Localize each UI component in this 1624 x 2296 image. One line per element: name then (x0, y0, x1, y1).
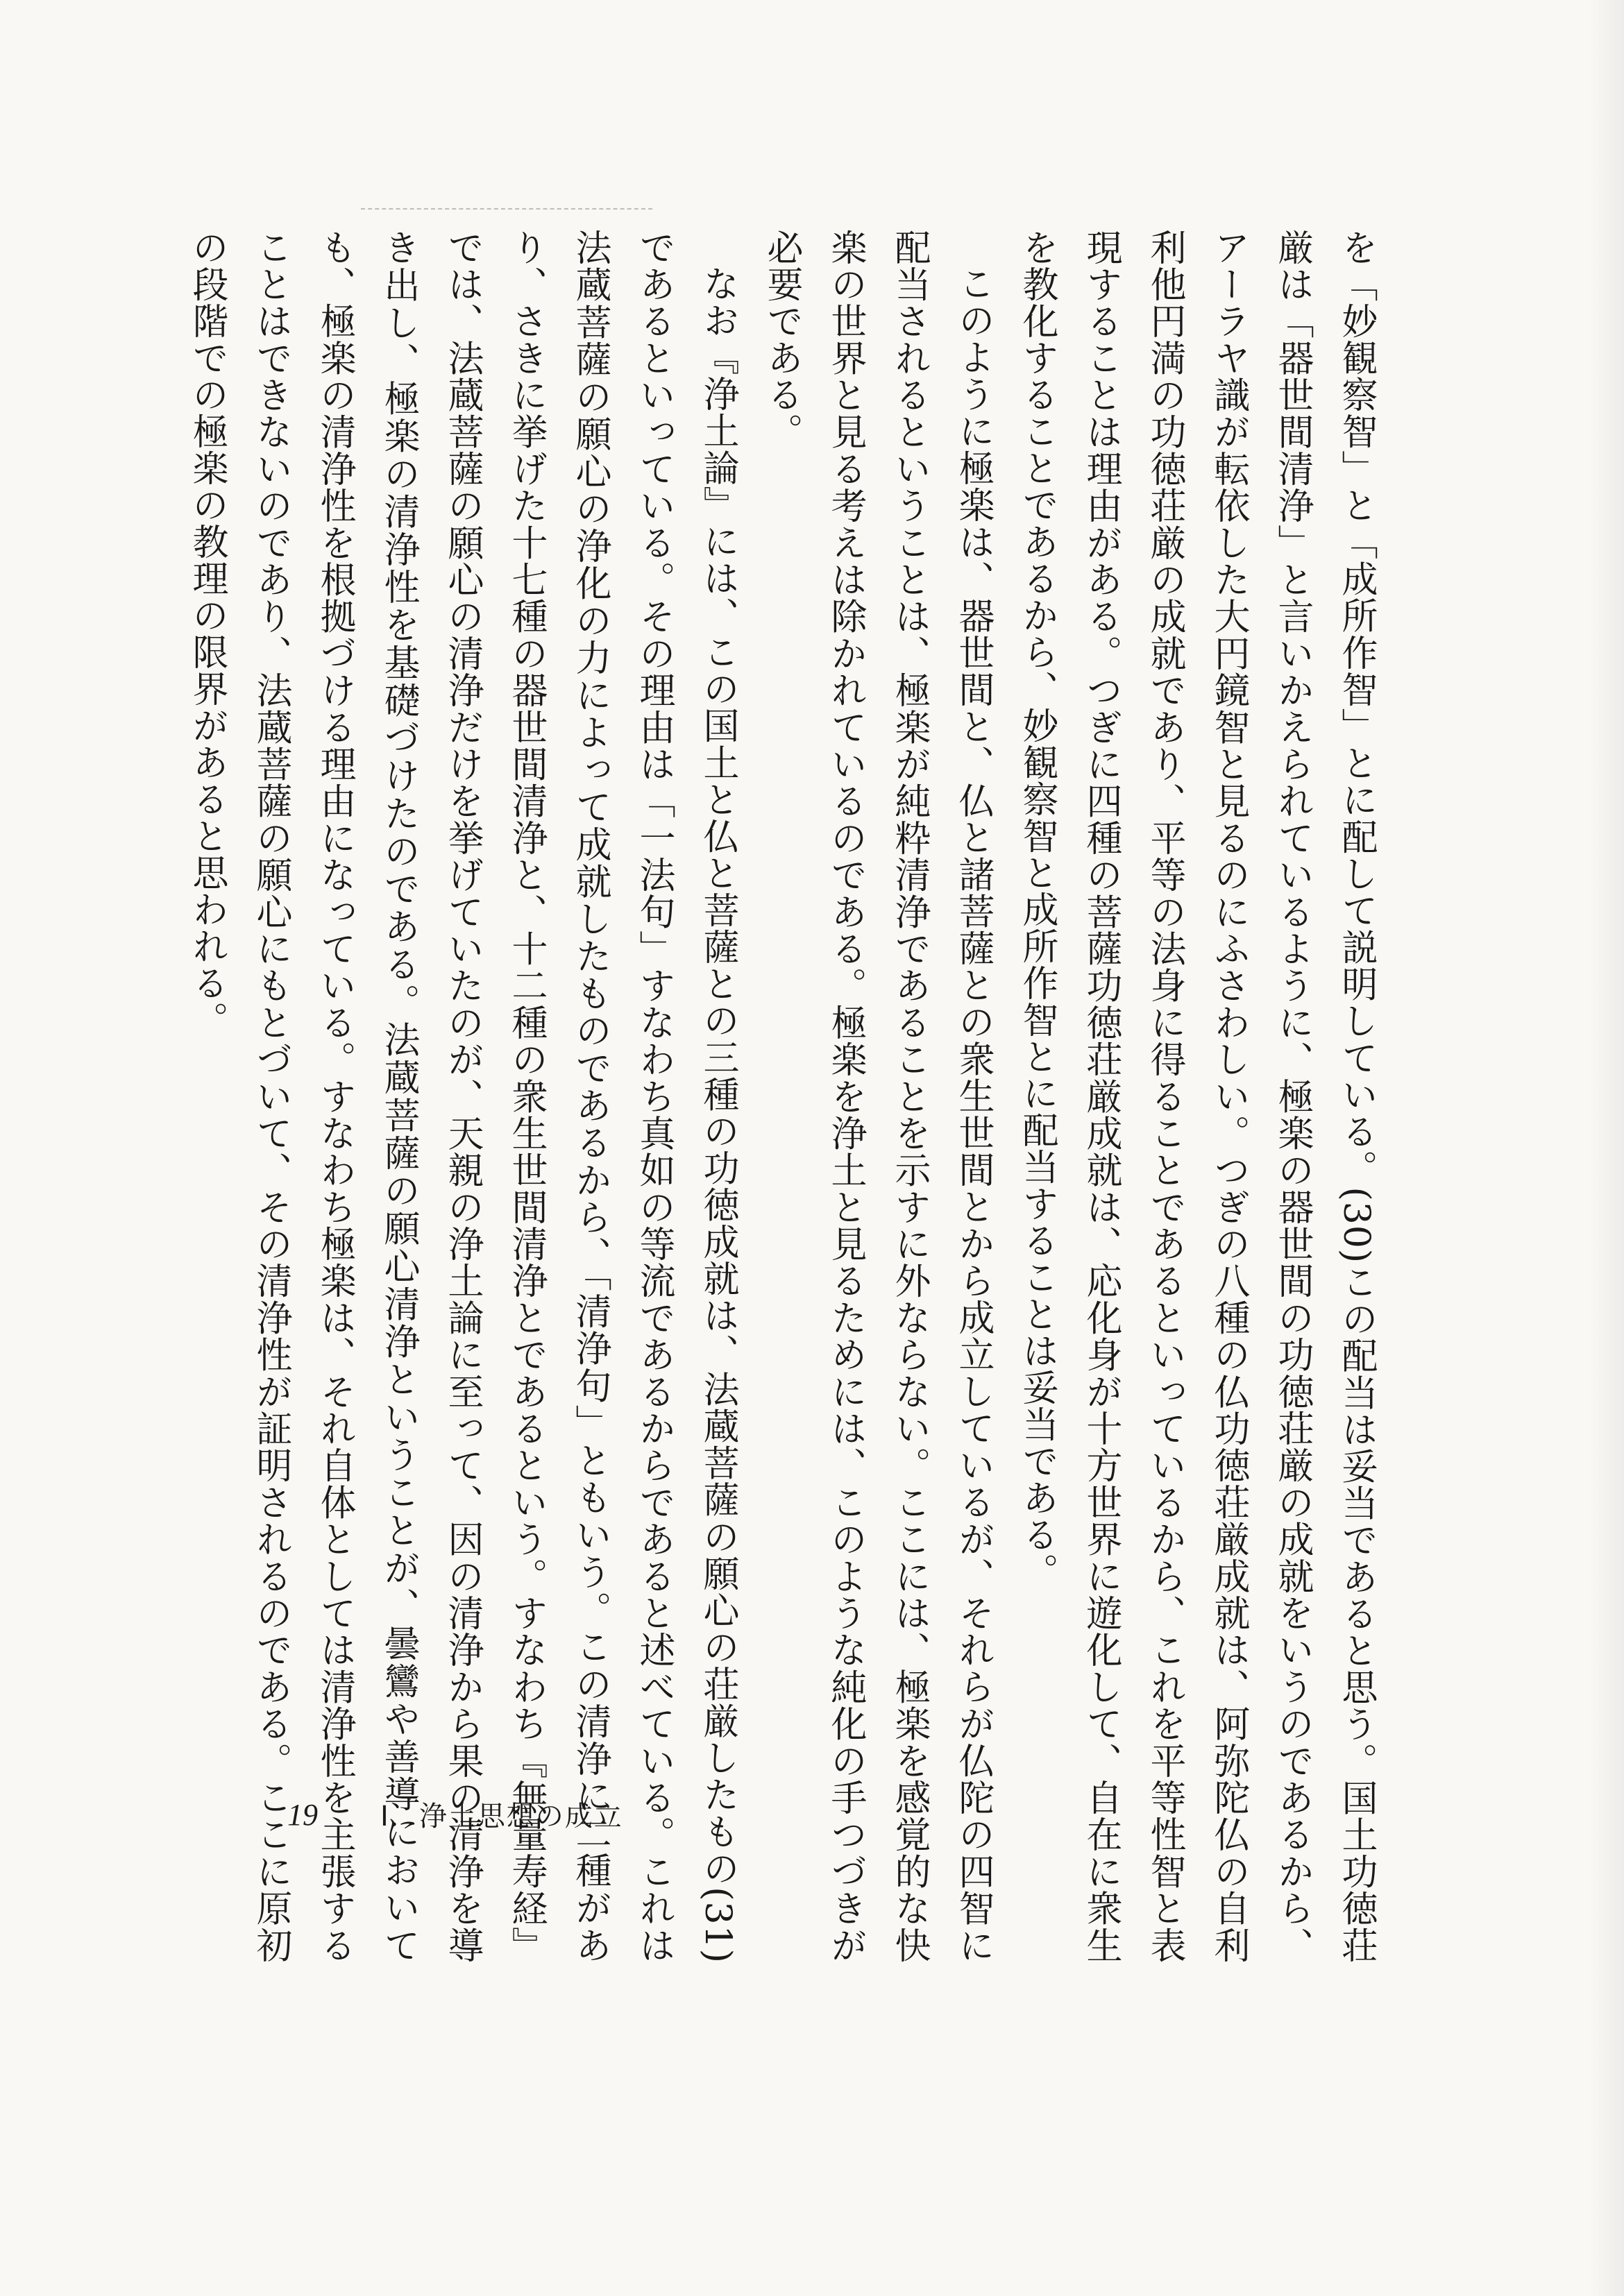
body-text (175, 229, 1388, 1964)
paragraph-1: を「妙観察智」と「成所作智」とに配して説明している。(30)この配当は妥当であると思う。国土功徳荘厳は「器世間清浄」と言いかえられているように、極楽の器世間の功徳荘厳の成就をいうのであるから、アーラヤ識が転依した大円鏡智と見るのにふさわしい。つぎの八種の仏功徳荘厳成就は、阿弥陀仏の自利利他円満の功徳荘厳の成就であり、平等の法身に得ることであるといっているから、これを平等性智と表現することは理由がある。つぎに四種の菩薩功徳荘厳成就は、応化身が十方世界に遊化して、自在に衆生を教化することであるから、妙観察智と成所作智とに配当することは妥当である。 (1016, 229, 1377, 1964)
scan-edge-shadow (1589, 0, 1624, 2296)
running-head: Ⅰ．浄土思想の成立 (380, 1801, 623, 1832)
scan-artifact-line (361, 208, 652, 212)
paragraph-3: なお『浄土論』には、この国土と仏と菩薩との三種の功徳成就は、法蔵菩薩の願心の荘厳したもの(31)であるといっている。その理由は「一法句」すなわち真如の等流であるからであると述べている。これは法蔵菩薩の願心の浄化の力によって成就したものであるから、「清浄句」ともいう。この清浄に二種があり、さきに挙げた十七種の器世間清浄と、十二種の衆生世間清浄とであるという。すなわち『無量寿経』では、法蔵菩薩の願心の清浄だけを挙げていたのが、天親の浄土論に至って、因の清浄から果の清浄を導き出し、極楽の清浄性を基礎づけたのである。法蔵菩薩の願心清浄ということが、曇鸞や善導においても、極楽の清浄性を根拠づける理由になっている。すなわち極楽は、それ自体としては清浄性を主張することはできないのであり、法蔵菩薩の願心にもとづいて、その清浄性が証明されるのである。ここに原初の段階での極楽の教理の限界があると思われる。 (186, 229, 738, 1964)
page-number: 19 (287, 1798, 318, 1832)
paragraph-2: このように極楽は、器世間と、仏と諸菩薩との衆生世間とから成立しているが、それらが仏陀の四智に配当されるということは、極楽が純粋清浄であることを示すに外ならない。ここには、極楽を感覚的な快楽の世界と見る考えは除かれているのである。極楽を浄土と見るためには、このような純化の手つづきが必要である。 (761, 229, 994, 1964)
